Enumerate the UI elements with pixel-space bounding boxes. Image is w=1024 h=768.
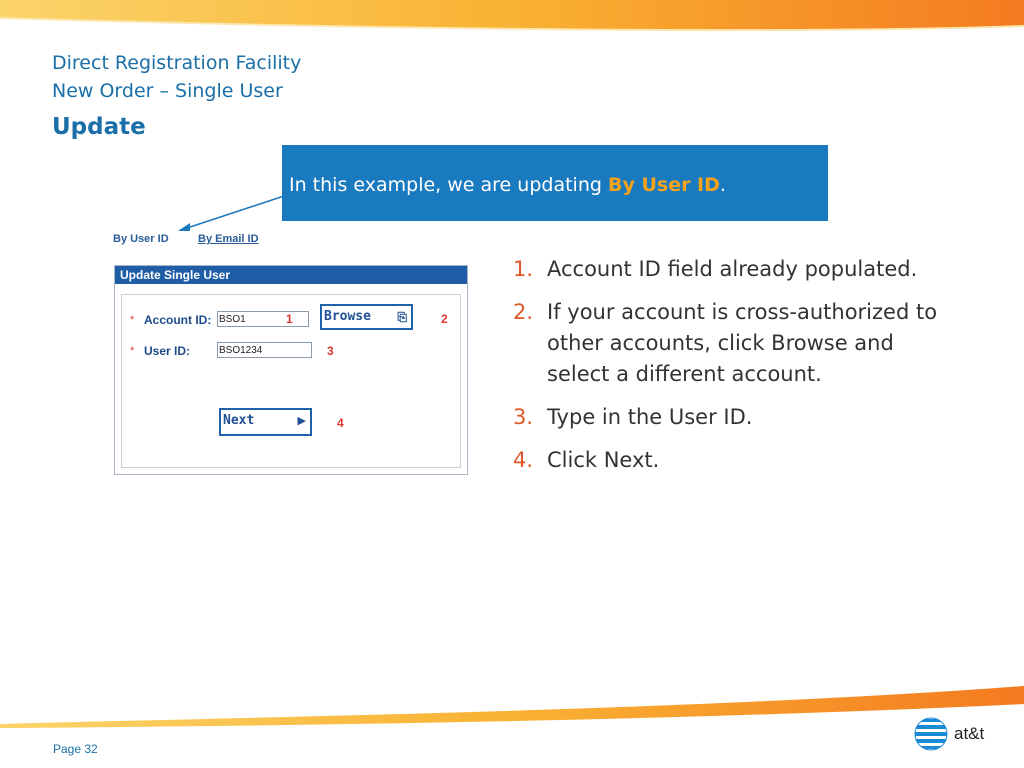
browse-button-label: Browse (324, 309, 371, 324)
step-2 (513, 297, 953, 390)
tab-by-user-id[interactable]: By User ID (113, 233, 169, 245)
panel-title: Update Single User (115, 266, 467, 284)
marker-2: 2 (441, 312, 448, 326)
page-number: Page 32 (53, 742, 98, 756)
account-id-label: Account ID: (144, 313, 212, 327)
instruction-steps (513, 254, 953, 488)
browse-button[interactable] (320, 304, 413, 330)
callout-prefix: In this example, we are updating (289, 174, 608, 196)
required-marker-user: * (130, 345, 135, 357)
step-2-text: If your account is cross-authorized to other accounts, click Browse and select a different account. (547, 300, 938, 386)
section-title-update: Update (52, 114, 146, 140)
update-single-user-panel (114, 265, 468, 475)
step-3-text: Type in the User ID. (547, 405, 753, 429)
step-3 (513, 402, 953, 433)
required-marker-account: * (130, 314, 135, 326)
att-brand-text: at&t (954, 724, 985, 743)
step-1 (513, 254, 953, 285)
step-1-number: 1. (513, 257, 534, 281)
tab-by-email-id[interactable]: By Email ID (198, 233, 259, 245)
callout-box (282, 145, 828, 221)
browse-cursor-icon: ⎘ (397, 310, 407, 324)
title-facility: Direct Registration Facility (52, 52, 302, 74)
marker-4: 4 (337, 416, 344, 430)
next-button-label: Next (223, 413, 255, 428)
step-3-number: 3. (513, 405, 534, 429)
step-1-text: Account ID field already populated. (547, 257, 918, 281)
next-button[interactable] (219, 408, 312, 436)
bottom-orange-band (0, 680, 1024, 768)
step-4-number: 4. (513, 448, 534, 472)
user-id-input[interactable]: BSO1234 (217, 342, 312, 358)
user-id-label: User ID: (144, 344, 191, 358)
top-orange-band (0, 0, 1024, 40)
marker-3: 3 (327, 344, 334, 358)
step-4 (513, 445, 953, 476)
account-id-input[interactable]: BSO1 (217, 311, 309, 327)
step-4-text: Click Next. (547, 448, 660, 472)
title-new-order: New Order – Single User (52, 80, 283, 102)
callout-highlight: By User ID (607, 174, 720, 196)
next-arrow-icon: ▶ (297, 414, 306, 427)
marker-1: 1 (286, 312, 293, 326)
callout-suffix: . (719, 174, 726, 196)
step-2-number: 2. (513, 300, 534, 324)
